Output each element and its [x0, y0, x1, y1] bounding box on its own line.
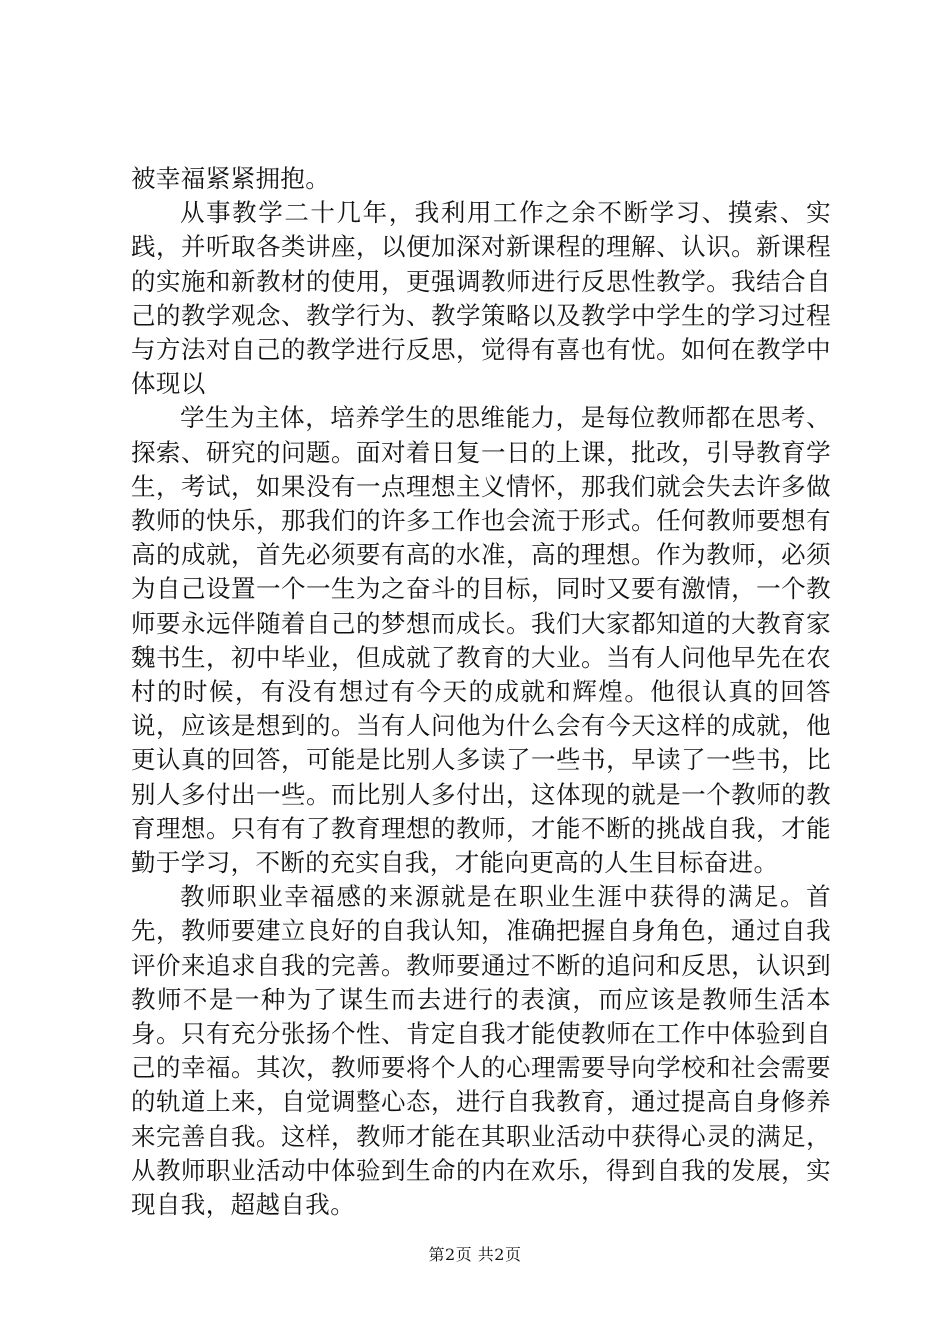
paragraph: 被幸福紧紧拥抱。 — [131, 164, 331, 193]
paragraph: 教师职业幸福感的来源就是在职业生涯中获得的满足。首先，教师要建立良好的自我认知，准确把握自身角色，通过自我评价来追求自我的完善。教师要通过不断的追问和反思，认识到教师不是一种为了谋生而去进行的表演，而应该是教师生活本身。只有充分张扬个性、肯定自我才能使教师在工作中体验到自己的幸福。其次，教师要将个人的心理需要导向学校和社会需要的轨道上来，自觉调整心态，进行自我教育，通过提高自身修养来完善自我。这样，教师才能在其职业活动中获得心灵的满足，从教师职业活动中体验到生命的内在欢乐，得到自我的发展，实现自我，超越自我。 — [131, 882, 831, 1220]
document-body — [131, 162, 831, 1222]
paragraph: 学生为主体，培养学生的思维能力，是每位教师都在思考、探索、研究的问题。面对着日复一日的上课，批改，引导教育学生，考试，如果没有一点理想主义情怀，那我们就会失去许多做教师的快乐，那我们的许多工作也会流于形式。任何教师要想有高的成就，首先必须要有高的水准，高的理想。作为教师，必须为自己设置一个一生为之奋斗的目标，同时又要有激情，一个教师要永远伴随着自己的梦想而成长。我们大家都知道的大教育家魏书生，初中毕业，但成就了教育的大业。当有人问他早先在农村的时候，有没有想过有今天的成就和辉煌。他很认真的回答说，应该是想到的。当有人问他为什么会有今天这样的成就，他更认真的回答，可能是比别人多读了一些书，早读了一些书，比别人多付出一些。而比别人多付出，这体现的就是一个教师的教育理想。只有有了教育理想的教师，才能不断的挑战自我，才能勤于学习，不断的充实自我，才能向更高的人生目标奋进。 — [131, 403, 831, 878]
paragraph: 从事教学二十几年，我利用工作之余不断学习、摸索、实践，并听取各类讲座，以便加深对新课程的理解、认识。新课程的实施和新教材的使用，更强调教师进行反思性教学。我结合自己的教学观念、教学行为、教学策略以及教学中学生的学习过程与方法对自己的教学进行反思，觉得有喜也有忧。如何在教学中体现以 — [131, 198, 831, 399]
page-number-label: 第2页 共2页 — [428, 1245, 522, 1264]
page-footer — [0, 1245, 950, 1265]
